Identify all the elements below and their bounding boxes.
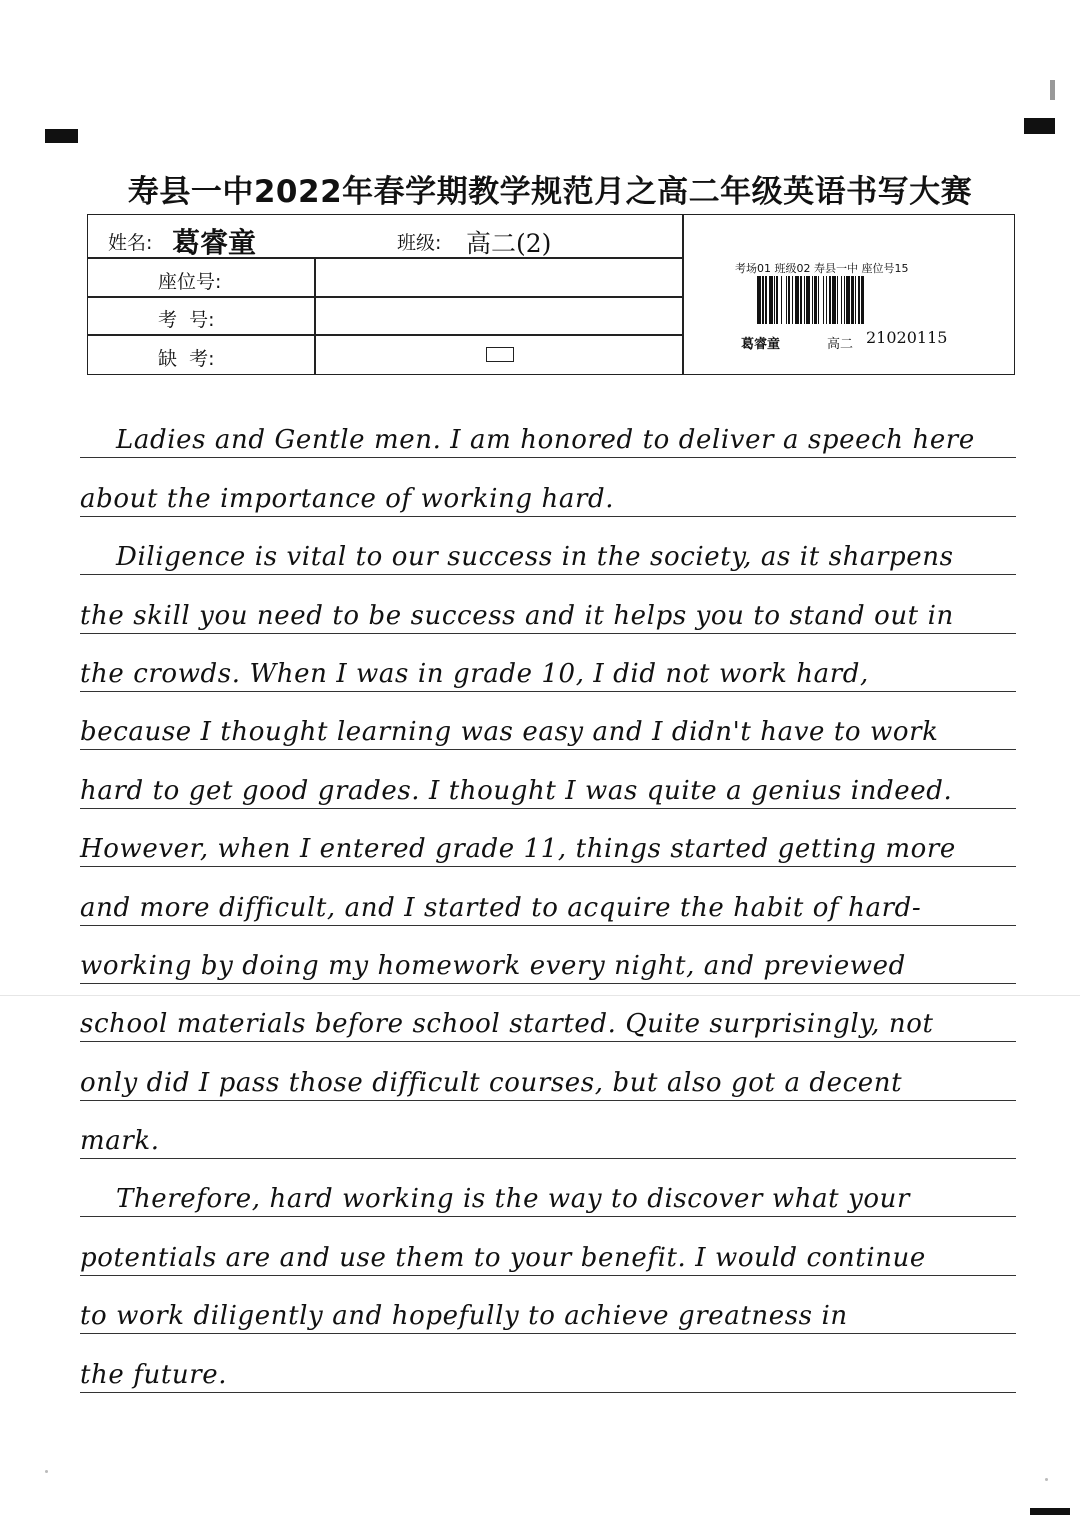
essay-line	[80, 1042, 1016, 1100]
essay-line	[80, 984, 1016, 1042]
essay-line-text: the crowds. When I was in grade 10, I did not work hard,	[80, 658, 869, 689]
table-divider	[87, 296, 683, 298]
essay-line-text: and more difficult, and I started to acquire the habit of hard-	[80, 892, 922, 923]
absent-checkbox[interactable]	[486, 347, 514, 362]
essay-line	[80, 1159, 1016, 1217]
essay-line-text: about the importance of working hard.	[80, 483, 615, 514]
essay-line-text: only did I pass those difficult courses, but also got a decent	[80, 1067, 903, 1098]
essay-line-text: school materials before school started. Quite surprisingly, not	[80, 1009, 934, 1040]
essay-line	[80, 1334, 1016, 1392]
registration-mark-left	[45, 129, 78, 143]
barcode	[757, 276, 957, 324]
page-title: 寿县一中2022年春学期教学规范月之高二年级英语书写大赛	[127, 174, 973, 210]
essay-line	[80, 517, 1016, 575]
registration-mark-edge	[1050, 80, 1055, 100]
exam-number-label: 考 号:	[158, 309, 215, 331]
essay-line	[80, 634, 1016, 692]
barcode-number: 21020115	[866, 328, 948, 347]
essay-body	[80, 400, 1016, 1393]
essay-line	[80, 1101, 1016, 1159]
registration-mark-right	[1024, 118, 1055, 134]
name-value: 葛睿童	[172, 226, 257, 259]
essay-line	[80, 867, 1016, 925]
table-divider	[314, 257, 316, 375]
essay-line	[80, 926, 1016, 984]
essay-line-text: because I thought learning was easy and I didn't have to work	[80, 717, 939, 748]
essay-line-text: hard to get good grades. I thought I was quite a genius indeed.	[80, 775, 953, 806]
essay-line	[80, 809, 1016, 867]
essay-line	[80, 750, 1016, 808]
essay-line	[80, 692, 1016, 750]
speck	[1045, 1478, 1048, 1481]
seat-label: 座位号:	[158, 271, 222, 293]
barcode-bar	[864, 276, 866, 324]
essay-line	[80, 1276, 1016, 1334]
table-divider	[87, 334, 683, 336]
barcode-student-name: 葛睿童	[741, 337, 781, 352]
essay-line	[80, 575, 1016, 633]
barcode-header: 考场01 班级02 寿县一中 座位号15	[735, 262, 909, 275]
essay-line-text: working by doing my homework every night, and previewed	[80, 950, 906, 981]
essay-line-text: to work diligently and hopefully to achieve greatness in	[80, 1301, 848, 1332]
essay-line	[80, 1217, 1016, 1275]
table-divider	[682, 214, 684, 375]
essay-line-text: mark.	[80, 1126, 160, 1157]
fold-line	[0, 995, 1080, 996]
class-label: 班级:	[397, 232, 442, 254]
class-value: 高二(2)	[466, 229, 552, 258]
registration-mark-corner	[1030, 1508, 1070, 1515]
essay-line-text: potentials are and use them to your benefit. I would continue	[80, 1242, 926, 1273]
essay-line-text: the skill you need to be success and it helps you to stand out in	[80, 600, 954, 631]
essay-line-text: the future.	[80, 1359, 228, 1390]
name-label: 姓名:	[108, 232, 153, 254]
speck	[45, 1470, 48, 1473]
absent-label: 缺 考:	[158, 348, 215, 370]
essay-line-text: Ladies and Gentle men. I am honored to deliver a speech here	[116, 425, 975, 456]
essay-line-text: Therefore, hard working is the way to discover what your	[116, 1184, 911, 1215]
essay-line-text: Diligence is vital to our success in the society, as it sharpens	[116, 542, 954, 573]
essay-line	[80, 458, 1016, 516]
essay-line	[80, 400, 1016, 458]
barcode-grade: 高二	[827, 337, 854, 352]
essay-line-text: However, when I entered grade 11, things started getting more	[80, 834, 956, 865]
